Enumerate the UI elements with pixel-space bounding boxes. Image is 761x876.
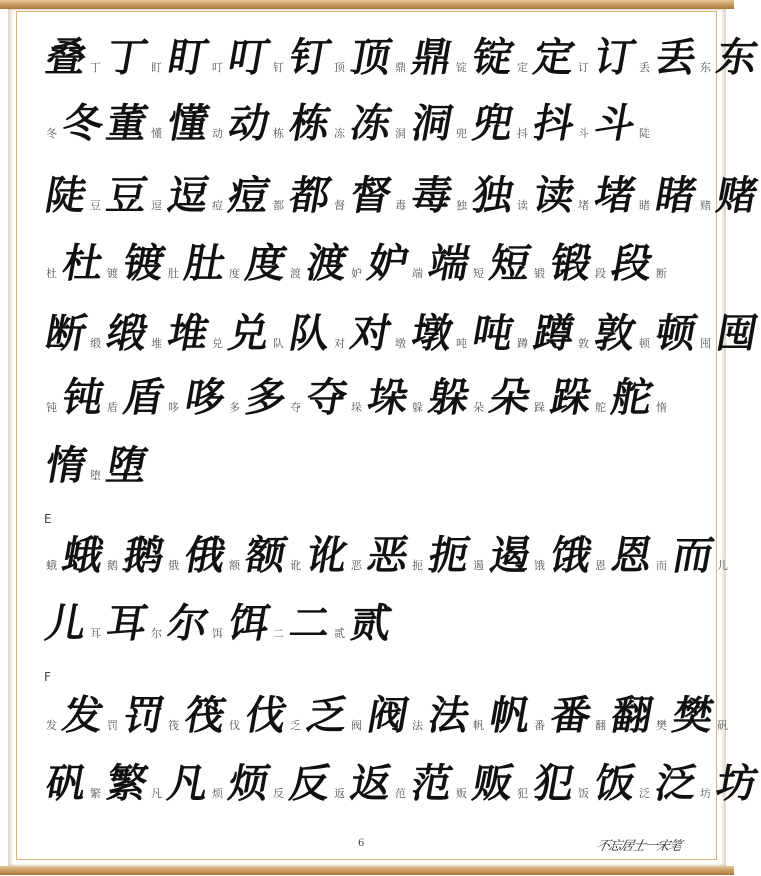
standard-char: 垛: [351, 401, 362, 414]
calligraphy-char: 泛: [651, 760, 699, 807]
calligraphy-char: 兑: [224, 310, 272, 357]
standard-char: 饵: [212, 627, 223, 640]
standard-char: 范: [395, 787, 406, 800]
calligraphy-char: 哆: [180, 374, 228, 421]
standard-char: 毒: [395, 199, 406, 212]
section-letter-e: E: [44, 512, 52, 526]
calligraphy-char: 墩: [407, 310, 455, 357]
standard-char: 坊: [700, 787, 711, 800]
calligraphy-char: 督: [346, 172, 394, 219]
calligraphy-char: 钝: [58, 374, 106, 421]
standard-char: 钝: [46, 401, 57, 414]
standard-char: 渡: [290, 267, 301, 280]
calligraphy-char: 贰: [346, 600, 394, 647]
standard-char: 痘: [212, 199, 223, 212]
calligraphy-char: 队: [285, 310, 333, 357]
calligraphy-char: 蛾: [58, 532, 106, 579]
calligraphy-char: 范: [407, 760, 455, 807]
standard-char: 俄: [168, 559, 179, 572]
calligraphy-char: 二: [285, 600, 333, 647]
calligraphy-char: 恶: [363, 532, 411, 579]
standard-char: 丁: [90, 61, 101, 74]
standard-char: 繁: [90, 787, 101, 800]
standard-char: 烦: [212, 787, 223, 800]
calligraphy-char: 懂: [163, 100, 211, 147]
section-letter-f: F: [44, 670, 51, 684]
standard-char: 二: [273, 627, 284, 640]
standard-char: 囤: [700, 337, 711, 350]
calligraphy-char: 斗: [590, 100, 638, 147]
calligraphy-char: 肚: [180, 240, 228, 287]
calligraphy-char: 反: [285, 760, 333, 807]
standard-char: 洞: [395, 127, 406, 140]
calligraphy-char: 睹: [651, 172, 699, 219]
standard-char: 恶: [351, 559, 362, 572]
char-line-10: [46, 692, 734, 739]
calligraphy-char: 镀: [119, 240, 167, 287]
calligraphy-char: 儿: [41, 600, 89, 647]
standard-char: 饿: [534, 559, 545, 572]
calligraphy-char: 帆: [485, 692, 533, 739]
calligraphy-char: 蹲: [529, 310, 577, 357]
standard-char: 队: [273, 337, 284, 350]
standard-char: 顿: [639, 337, 650, 350]
char-line-6: [46, 374, 673, 421]
calligraphy-char: 洞: [407, 100, 455, 147]
calligraphy-char: 锭: [468, 34, 516, 81]
standard-char: 恩: [595, 559, 606, 572]
calligraphy-char: 读: [529, 172, 577, 219]
standard-char: 吨: [456, 337, 467, 350]
calligraphy-char: 痘: [224, 172, 272, 219]
standard-char: 端: [412, 267, 423, 280]
standard-char: 而: [656, 559, 667, 572]
standard-char: 斗: [578, 127, 589, 140]
calligraphy-char: 段: [607, 240, 655, 287]
calligraphy-char: 订: [590, 34, 638, 81]
standard-char: 堆: [151, 337, 162, 350]
standard-char: 帆: [473, 719, 484, 732]
calligraphy-char: 伐: [241, 692, 289, 739]
standard-char: 多: [229, 401, 240, 414]
standard-char: 泛: [639, 787, 650, 800]
standard-char: 叮: [212, 61, 223, 74]
calligraphy-char: 翻: [607, 692, 655, 739]
calligraphy-char: 杜: [58, 240, 106, 287]
calligraphy-char: 堆: [163, 310, 211, 357]
calligraphy-char: 跺: [546, 374, 594, 421]
calligraphy-char: 栋: [285, 100, 333, 147]
calligraphy-char: 吨: [468, 310, 516, 357]
calligraphy-char: 朵: [485, 374, 533, 421]
standard-char: 逗: [151, 199, 162, 212]
calligraphy-char: 抖: [529, 100, 577, 147]
calligraphy-char: 钉: [285, 34, 333, 81]
calligraphy-char: 法: [424, 692, 472, 739]
standard-char: 遏: [473, 559, 484, 572]
standard-char: 锭: [456, 61, 467, 74]
calligraphy-char: 筏: [180, 692, 228, 739]
standard-char: 都: [273, 199, 284, 212]
char-line-1: [41, 34, 761, 81]
standard-char: 独: [456, 199, 467, 212]
standard-char: 樊: [656, 719, 667, 732]
standard-char: 短: [473, 267, 484, 280]
calligraphy-char: 罚: [119, 692, 167, 739]
standard-char: 惰: [656, 401, 667, 414]
standard-char: 东: [700, 61, 711, 74]
standard-char: 舵: [595, 401, 606, 414]
calligraphy-char: 顿: [651, 310, 699, 357]
standard-char: 返: [334, 787, 345, 800]
standard-char: 肚: [168, 267, 179, 280]
calligraphy-char: 樊: [668, 692, 716, 739]
calligraphy-char: 垛: [363, 374, 411, 421]
calligraphy-char: 返: [346, 760, 394, 807]
standard-char: 额: [229, 559, 240, 572]
standard-char: 妒: [351, 267, 362, 280]
calligraphy-char: 番: [546, 692, 594, 739]
calligraphy-char: 冬: [58, 100, 106, 147]
calligraphy-char: 定: [529, 34, 577, 81]
calligraphy-char: 囤: [712, 310, 760, 357]
standard-char: 凡: [151, 787, 162, 800]
standard-char: 尔: [151, 627, 162, 640]
char-line-9: [41, 600, 395, 647]
calligraphy-char: 度: [241, 240, 289, 287]
calligraphy-char: 矾: [41, 760, 89, 807]
standard-char: 发: [46, 719, 57, 732]
standard-char: 筏: [168, 719, 179, 732]
calligraphy-char: 东: [712, 34, 760, 81]
calligraphy-char: 乏: [302, 692, 350, 739]
standard-char: 鼎: [395, 61, 406, 74]
standard-char: 番: [534, 719, 545, 732]
standard-char: 贰: [334, 627, 345, 640]
standard-char: 堵: [578, 199, 589, 212]
calligraphy-char: 董: [102, 100, 150, 147]
standard-char: 儿: [717, 559, 728, 572]
standard-char: 锻: [534, 267, 545, 280]
standard-char: 躲: [412, 401, 423, 414]
calligraphy-char: 犯: [529, 760, 577, 807]
calligraphy-char: 毒: [407, 172, 455, 219]
calligraphy-char: 动: [224, 100, 272, 147]
standard-char: 动: [212, 127, 223, 140]
standard-char: 蛾: [46, 559, 57, 572]
char-line-7: [41, 442, 151, 489]
standard-char: 罚: [107, 719, 118, 732]
standard-char: 陡: [639, 127, 650, 140]
calligraphy-char: 遏: [485, 532, 533, 579]
standard-char: 讹: [290, 559, 301, 572]
standard-char: 冻: [334, 127, 345, 140]
calligraphy-char: 而: [668, 532, 716, 579]
char-line-4: [46, 240, 673, 287]
calligraphy-char: 陡: [41, 172, 89, 219]
calligraphy-char: 饭: [590, 760, 638, 807]
standard-char: 蹲: [517, 337, 528, 350]
calligraphy-char: 尔: [163, 600, 211, 647]
standard-char: 敦: [578, 337, 589, 350]
standard-char: 饭: [578, 787, 589, 800]
calligraphy-char: 饿: [546, 532, 594, 579]
calligraphy-char: 独: [468, 172, 516, 219]
calligraphy-char: 躲: [424, 374, 472, 421]
calligraphy-char: 堵: [590, 172, 638, 219]
calligraphy-char: 敦: [590, 310, 638, 357]
standard-char: 伐: [229, 719, 240, 732]
standard-char: 犯: [517, 787, 528, 800]
standard-char: 跺: [534, 401, 545, 414]
calligraphy-char: 盾: [119, 374, 167, 421]
calligraphy-char: 恩: [607, 532, 655, 579]
standard-char: 哆: [168, 401, 179, 414]
calligraphy-char: 烦: [224, 760, 272, 807]
calligraphy-char: 堕: [102, 442, 150, 489]
calligraphy-char: 凡: [163, 760, 211, 807]
calligraphy-char: 赌: [712, 172, 760, 219]
calligraphy-char: 饵: [224, 600, 272, 647]
standard-char: 乏: [290, 719, 301, 732]
calligraphy-char: 丁: [102, 34, 150, 81]
standard-char: 睹: [639, 199, 650, 212]
page-number: 6: [358, 838, 365, 849]
calligraphy-char: 多: [241, 374, 289, 421]
calligraphy-char: 坊: [712, 760, 760, 807]
standard-char: 缎: [90, 337, 101, 350]
standard-char: 对: [334, 337, 345, 350]
calligraphy-char: 扼: [424, 532, 472, 579]
calligraphy-char: 丢: [651, 34, 699, 81]
standard-char: 盾: [107, 401, 118, 414]
standard-char: 赌: [700, 199, 711, 212]
standard-char: 度: [229, 267, 240, 280]
standard-char: 翻: [595, 719, 606, 732]
standard-char: 反: [273, 787, 284, 800]
standard-char: 墩: [395, 337, 406, 350]
standard-char: 督: [334, 199, 345, 212]
calligraphy-char: 都: [285, 172, 333, 219]
calligraphy-char: 繁: [102, 760, 150, 807]
calligraphy-char: 盯: [163, 34, 211, 81]
standard-char: 盯: [151, 61, 162, 74]
standard-char: 耳: [90, 627, 101, 640]
calligraphy-char: 妒: [363, 240, 411, 287]
standard-char: 钉: [273, 61, 284, 74]
calligraphy-char: 俄: [180, 532, 228, 579]
scroll-rod-bottom: [0, 866, 734, 875]
standard-char: 定: [517, 61, 528, 74]
standard-char: 鹅: [107, 559, 118, 572]
char-line-8: [46, 532, 734, 579]
calligraphy-char: 叠: [41, 34, 89, 81]
standard-char: 兜: [456, 127, 467, 140]
standard-char: 堕: [90, 469, 101, 482]
standard-char: 丢: [639, 61, 650, 74]
standard-char: 读: [517, 199, 528, 212]
calligraphy-char: 耳: [102, 600, 150, 647]
standard-char: 镀: [107, 267, 118, 280]
standard-char: 订: [578, 61, 589, 74]
standard-char: 朵: [473, 401, 484, 414]
calligraphy-char: 断: [41, 310, 89, 357]
char-line-3: [41, 172, 761, 219]
calligraphy-char: 兜: [468, 100, 516, 147]
standard-char: 夺: [290, 401, 301, 414]
standard-char: 栋: [273, 127, 284, 140]
standard-char: 段: [595, 267, 606, 280]
calligraphy-char: 贩: [468, 760, 516, 807]
calligraphy-char: 逗: [163, 172, 211, 219]
calligraphy-char: 渡: [302, 240, 350, 287]
calligraphy-char: 舵: [607, 374, 655, 421]
calligraphy-char: 夺: [302, 374, 350, 421]
standard-char: 断: [656, 267, 667, 280]
standard-char: 豆: [90, 199, 101, 212]
scroll-rod-top: [0, 0, 734, 9]
standard-char: 阀: [351, 719, 362, 732]
calligraphy-char: 端: [424, 240, 472, 287]
standard-char: 抖: [517, 127, 528, 140]
calligraphy-char: 额: [241, 532, 289, 579]
standard-char: 矾: [717, 719, 728, 732]
char-line-5: [41, 310, 761, 357]
calligraphy-char: 叮: [224, 34, 272, 81]
calligraphy-char: 顶: [346, 34, 394, 81]
standard-char: 兑: [212, 337, 223, 350]
standard-char: 贩: [456, 787, 467, 800]
calligraphy-char: 鹅: [119, 532, 167, 579]
calligraphy-char: 讹: [302, 532, 350, 579]
standard-char: 杜: [46, 267, 57, 280]
calligraphy-char: 鼎: [407, 34, 455, 81]
standard-char: 冬: [46, 127, 57, 140]
standard-char: 顶: [334, 61, 345, 74]
calligraphy-char: 对: [346, 310, 394, 357]
calligrapher-signature: 不忘居士一宋笔: [594, 839, 683, 854]
char-line-11: [41, 760, 761, 807]
char-line-2: [46, 100, 656, 147]
calligraphy-char: 锻: [546, 240, 594, 287]
calligraphy-char: 短: [485, 240, 533, 287]
calligraphy-char: 缎: [102, 310, 150, 357]
standard-char: 懂: [151, 127, 162, 140]
calligraphy-char: 惰: [41, 442, 89, 489]
standard-char: 法: [412, 719, 423, 732]
calligraphy-char: 阀: [363, 692, 411, 739]
calligraphy-char: 冻: [346, 100, 394, 147]
calligraphy-char: 豆: [102, 172, 150, 219]
standard-char: 扼: [412, 559, 423, 572]
calligraphy-char: 发: [58, 692, 106, 739]
